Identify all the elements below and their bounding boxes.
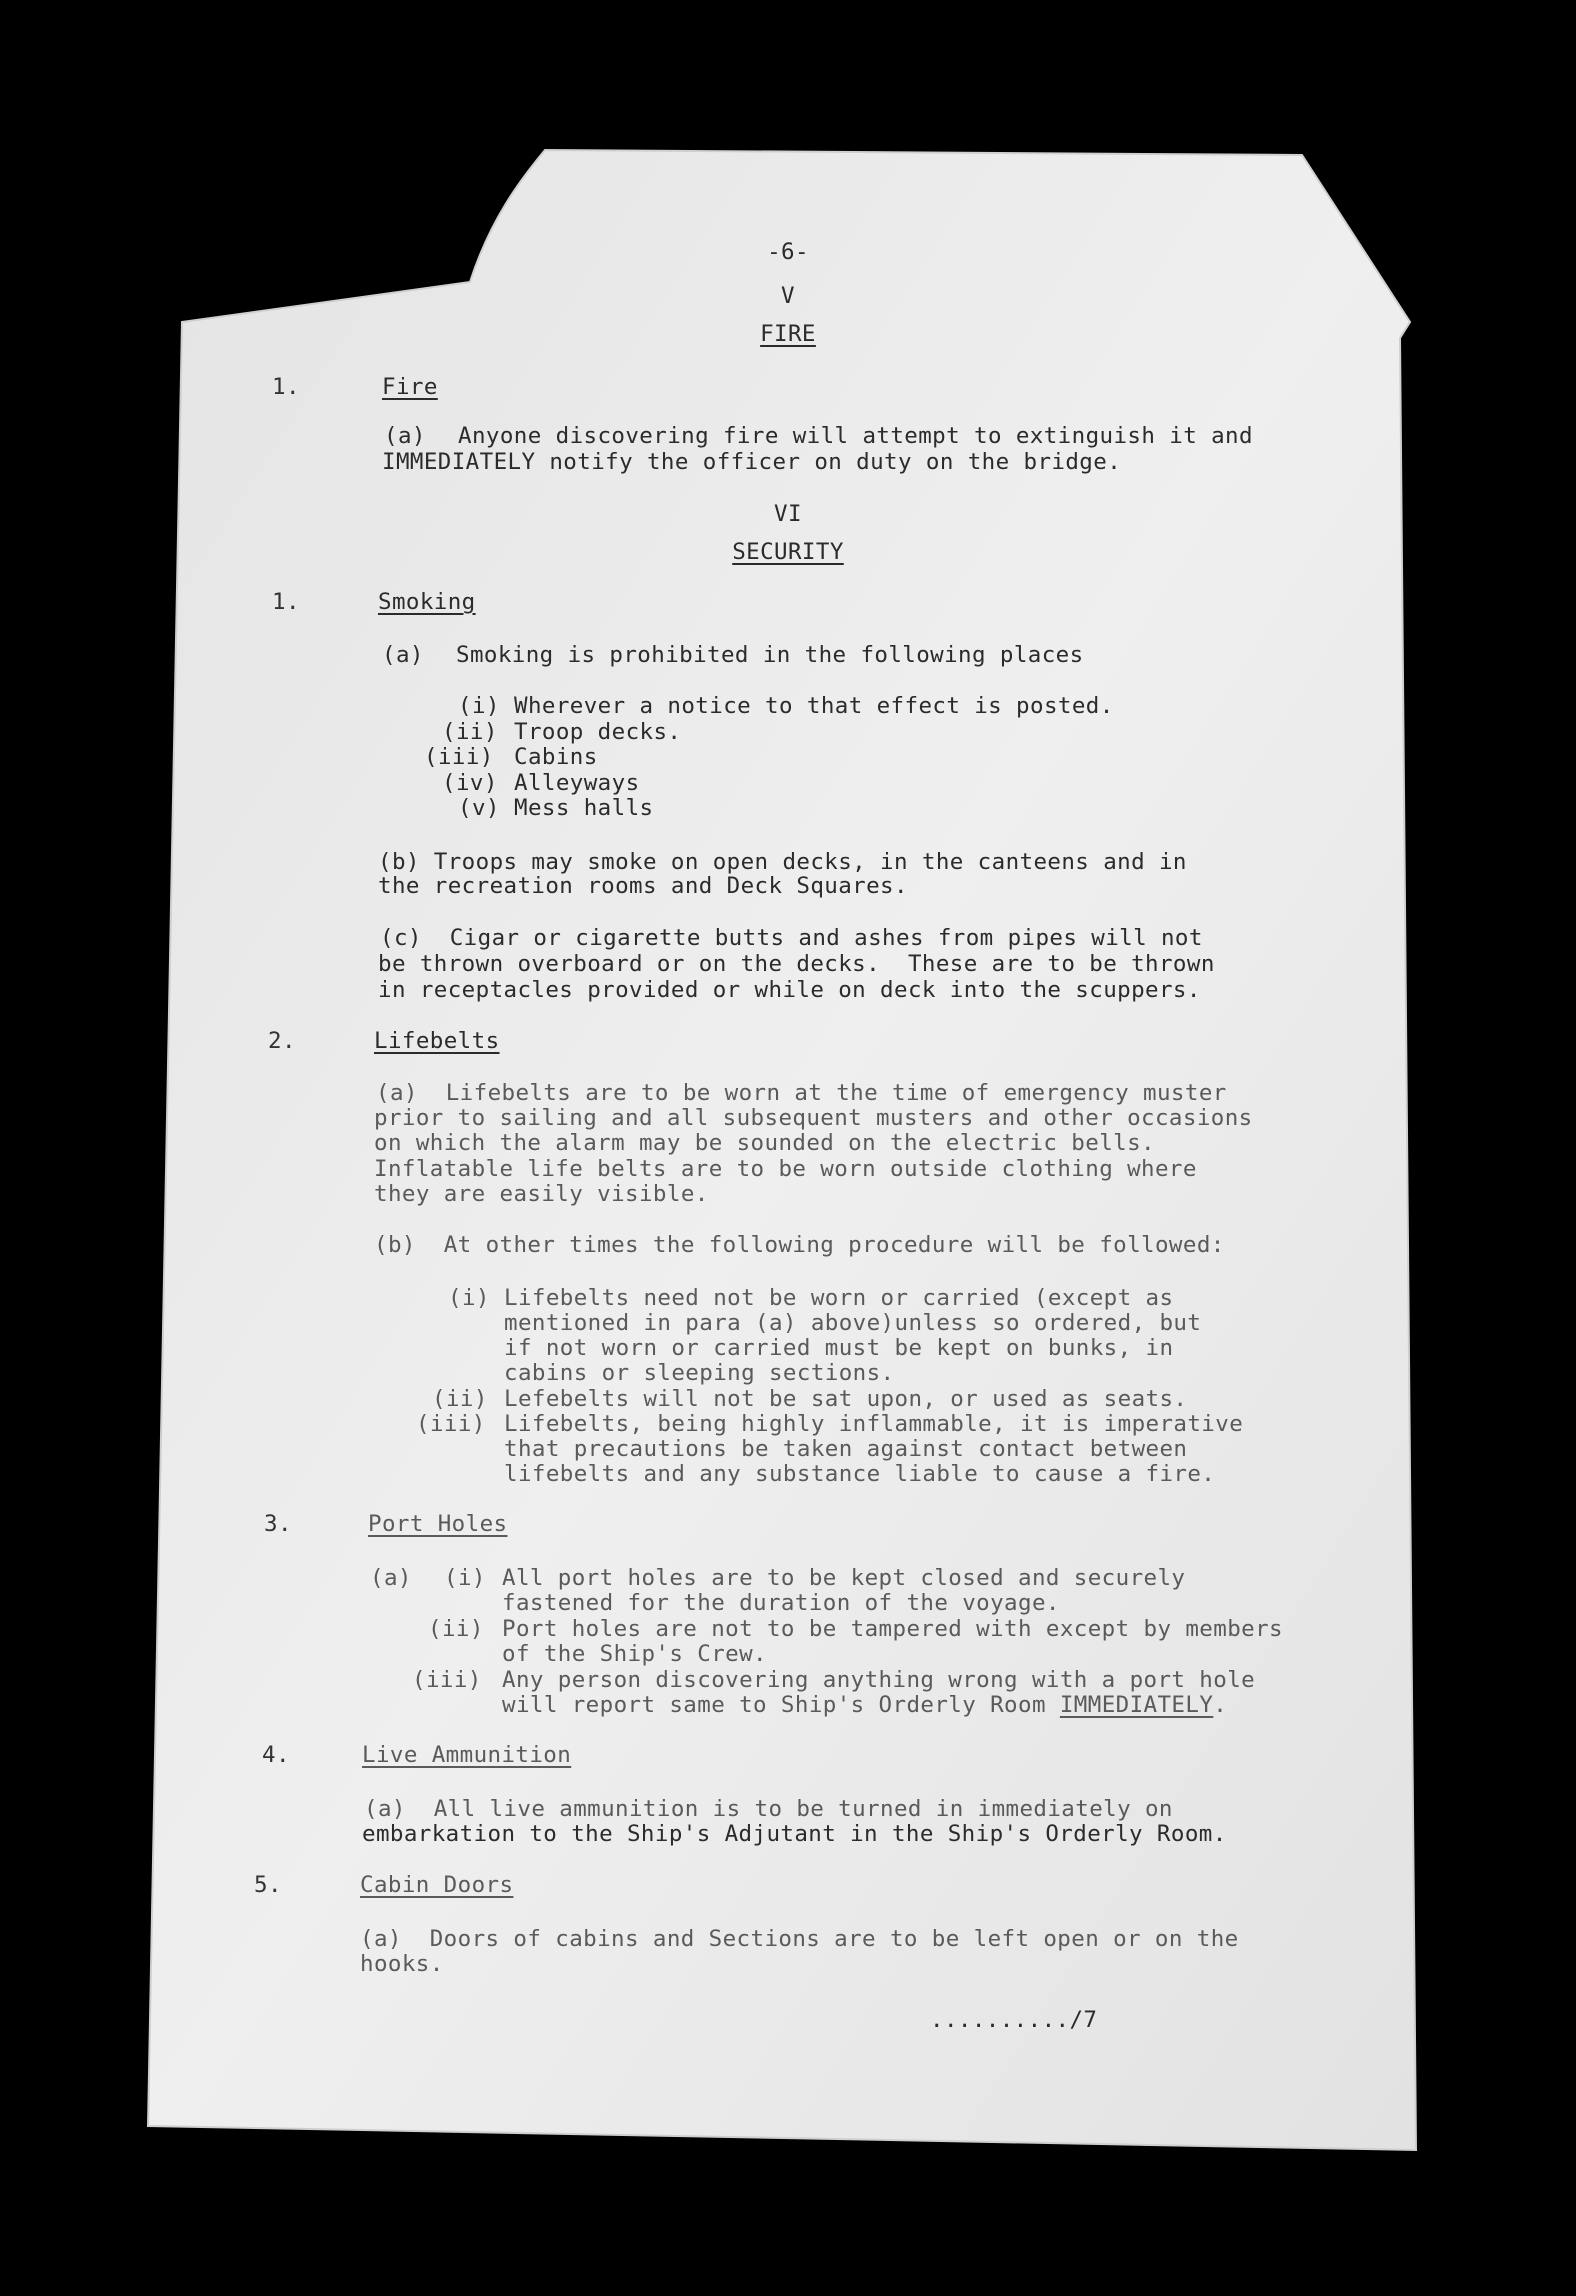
item-cabindoors-heading: Cabin Doors — [360, 1872, 514, 1898]
portholes-sub-label-3: (iii) — [412, 1667, 482, 1693]
smoking-place-text-5: Mess halls — [514, 795, 654, 821]
section-vi-title: SECURITY — [732, 539, 844, 565]
smoking-para-c-line-2: be thrown overboard or on the decks. These are to be thrown — [378, 951, 1215, 977]
item-fire-heading: Fire — [382, 374, 438, 400]
lifebelts-sub-1-line-2: mentioned in para (a) above)unless so ordered, but — [504, 1310, 1202, 1336]
smoking-place-text-1: Wherever a notice to that effect is posted. — [514, 693, 1114, 719]
item-ammunition-heading: Live Ammunition — [362, 1742, 572, 1768]
smoking-para-b-line-1: (b) Troops may smoke on open decks, in the canteens and in — [378, 849, 1187, 875]
smoking-place-label-1: (i) — [458, 693, 500, 719]
smoking-place-text-2: Troop decks. — [514, 719, 682, 745]
lifebelts-sub-1-line-3: if not worn or carried must be kept on bunks, in — [504, 1335, 1174, 1361]
smoking-para-c-line-1: (c) Cigar or cigarette butts and ashes from pipes will not — [380, 925, 1203, 951]
fire-para-a-label: (a) — [384, 423, 426, 449]
item-lifebelts-heading: Lifebelts — [374, 1028, 500, 1054]
lifebelts-sub-1-line-4: cabins or sleeping sections. — [504, 1360, 895, 1386]
portholes-sub-3-line-2 — [502, 1693, 1227, 1719]
smoking-para-b-line-2: the recreation rooms and Deck Squares. — [378, 873, 908, 899]
item-portholes-heading: Port Holes — [368, 1511, 508, 1537]
portholes-para-a-label: (a) — [370, 1565, 412, 1591]
item-smoking-number: 1. — [272, 589, 300, 615]
smoking-para-c-line-3: in receptacles provided or while on deck into the scuppers. — [378, 977, 1201, 1003]
lifebelts-sub-label-1: (i) — [448, 1285, 490, 1311]
smoking-place-label-3: (iii) — [424, 744, 494, 770]
smoking-place-label-4: (iv) — [442, 770, 498, 796]
item-fire-number: 1. — [272, 374, 300, 400]
item-cabindoors-number: 5. — [254, 1872, 282, 1898]
item-portholes-number: 3. — [264, 1511, 292, 1537]
ammunition-line-1: (a) All live ammunition is to be turned in immediately on — [364, 1796, 1173, 1822]
portholes-sub-3-line-2-text: will report same to Ship's Orderly Room — [502, 1692, 1060, 1718]
item-smoking-heading: Smoking — [378, 589, 476, 615]
portholes-sub-label-2: (ii) — [428, 1616, 484, 1642]
smoking-place-label-2: (ii) — [442, 719, 498, 745]
smoking-place-label-5: (v) — [458, 795, 500, 821]
fire-para-a-line-2: IMMEDIATELY notify the officer on duty on the bridge. — [382, 449, 1122, 475]
fire-para-a-line-1: Anyone discovering fire will attempt to extinguish it and — [458, 423, 1253, 449]
lifebelts-para-b-line: (b) At other times the following procedure will be followed: — [374, 1232, 1225, 1258]
lifebelts-para-a-line-5: they are easily visible. — [374, 1181, 709, 1207]
lifebelts-sub-label-2: (ii) — [432, 1386, 488, 1412]
section-v-roman: V — [781, 283, 795, 309]
page-number: -6- — [767, 239, 809, 265]
section-vi-roman: VI — [774, 501, 802, 527]
lifebelts-para-a-line-1: (a) Lifebelts are to be worn at the time of emergency muster — [376, 1080, 1227, 1106]
lifebelts-para-a-line-3: on which the alarm may be sounded on the electric bells. — [374, 1130, 1155, 1156]
smoking-para-a-label: (a) — [382, 642, 424, 668]
cabindoors-line-2: hooks. — [360, 1951, 444, 1977]
section-v-title: FIRE — [760, 321, 816, 347]
ammunition-line-2: embarkation to the Ship's Adjutant in the Ship's Orderly Room. — [362, 1821, 1227, 1847]
item-lifebelts-number: 2. — [268, 1028, 296, 1054]
portholes-sub-1-line-2: fastened for the duration of the voyage. — [502, 1590, 1060, 1616]
smoking-place-text-4: Alleyways — [514, 770, 640, 796]
lifebelts-sub-3-line-1: Lifebelts, being highly inflammable, it is imperative — [504, 1411, 1244, 1437]
smoking-para-a-text: Smoking is prohibited in the following places — [456, 642, 1084, 668]
portholes-sub-3-line-1: Any person discovering anything wrong with a port hole — [502, 1667, 1256, 1693]
lifebelts-sub-label-3: (iii) — [416, 1411, 486, 1437]
cabindoors-line-1: (a) Doors of cabins and Sections are to be left open or on the — [360, 1926, 1239, 1952]
portholes-sub-2-line-2: of the Ship's Crew. — [502, 1641, 767, 1667]
immediately-emphasis: IMMEDIATELY — [1059, 1692, 1214, 1718]
lifebelts-sub-3-line-2: that precautions be taken against contact between — [504, 1436, 1188, 1462]
lifebelts-sub-3-line-3: lifebelts and any substance liable to cause a fire. — [504, 1461, 1216, 1487]
lifebelts-sub-2-line-1: Lefebelts will not be sat upon, or used as seats. — [504, 1386, 1188, 1412]
portholes-sub-2-line-1: Port holes are not to be tampered with except by members — [502, 1616, 1283, 1642]
continuation-marker: ........../7 — [930, 2007, 1098, 2033]
item-ammunition-number: 4. — [262, 1742, 290, 1768]
portholes-sub-1-line-1: All port holes are to be kept closed and securely — [502, 1565, 1186, 1591]
lifebelts-para-a-line-4: Inflatable life belts are to be worn outside clothing where — [374, 1156, 1197, 1182]
portholes-sub-label-1: (i) — [444, 1565, 486, 1591]
lifebelts-para-a-line-2: prior to sailing and all subsequent musters and other occasions — [374, 1105, 1253, 1131]
lifebelts-sub-1-line-1: Lifebelts need not be worn or carried (except as — [504, 1285, 1174, 1311]
immediately-period: . — [1213, 1692, 1228, 1718]
smoking-place-text-3: Cabins — [514, 744, 598, 770]
